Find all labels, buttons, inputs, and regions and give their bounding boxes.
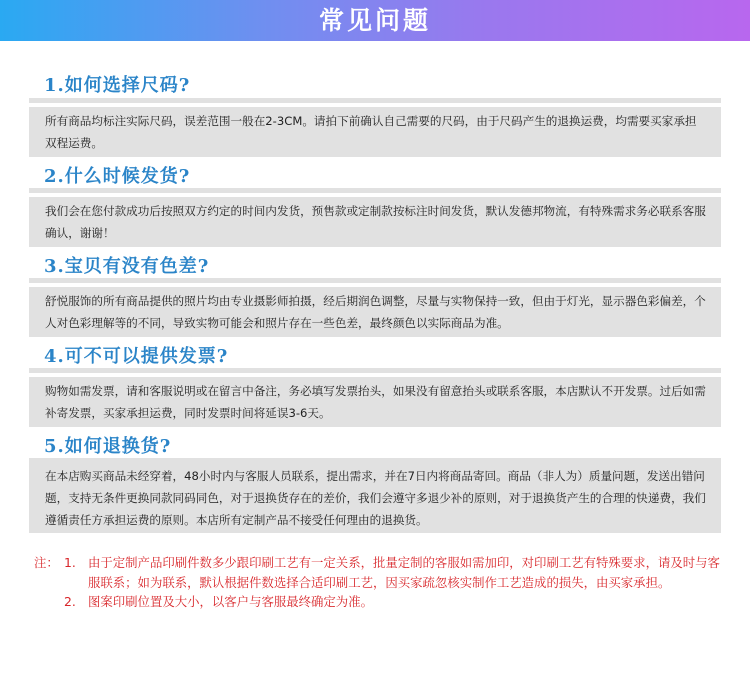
page-title: 常见问题	[318, 6, 431, 35]
faq-answer-box-2	[29, 197, 721, 247]
note-number-2: 2.	[64, 594, 76, 609]
faq-divider-2	[29, 188, 721, 193]
faq-answer-box-3	[29, 287, 721, 337]
faq-question-4: 4.可不可以提供发票?	[44, 346, 229, 367]
faq-answer-4: 购物如需发票，请和客服说明或在留言中备注，务必填写发票抬头，如果没有留意抬头或联系客服，本店默认不开发票。过后如需补寄发票，买家承担运费，同时发票时间将延误3-6天。	[45, 384, 706, 420]
faq-question-5: 5.如何退换货?	[44, 436, 172, 457]
faq-answer-5: 在本店购买商品未经穿着，48小时内与客服人员联系，提出需求，并在7日内将商品寄回。商品（非人为）质量问题，发送出错问题，支持无条件更换同款同码同色，对于退换货存在的差价，我们会遵守多退少补的原则，对于退换货产生的合理的快递费，我们遵循责任方承担运费的原则。本店所有定制产品不接受任何理由的退换货。	[45, 469, 706, 527]
faq-divider-1	[29, 98, 721, 103]
faq-answer-box-5	[29, 463, 721, 533]
faq-question-1: 1.如何选择尺码?	[44, 75, 191, 96]
faq-answer-2: 我们会在您付款成功后按照双方约定的时间内发货，预售款或定制款按标注时间发货，默认发德邦物流，有特殊需求务必联系客服确认，谢谢！	[45, 204, 706, 240]
faq-answer-box-4	[29, 377, 721, 427]
note-item-2	[34, 592, 724, 612]
faq-question-3: 3.宝贝有没有色差?	[44, 256, 210, 277]
faq-question-2: 2.什么时候发货?	[44, 166, 191, 187]
notes-section	[34, 553, 724, 612]
faq-divider-4	[29, 368, 721, 373]
note-text-1: 由于定制产品印刷件数多少跟印刷工艺有一定关系，批量定制的客服如需加印，对印刷工艺有特殊要求，请及时与客服联系；如为联系，默认根据件数选择合适印刷工艺，因买家疏忽核实制作工艺造成的损失，由买家承担。	[88, 555, 720, 590]
faq-answer-3: 舒悦服饰的所有商品提供的照片均由专业摄影师拍摄，经后期润色调整，尽量与实物保持一致，但由于灯光，显示器色彩偏差，个人对色彩理解等的不同，导致实物可能会和照片存在一些色差，最终颜色以实际商品为准。	[45, 294, 706, 330]
note-item-1	[34, 553, 724, 592]
note-number-1: 1.	[64, 555, 76, 570]
note-label: 注：	[34, 555, 59, 570]
faq-answer-box-1	[29, 107, 721, 157]
faq-divider-3	[29, 278, 721, 283]
faq-answer-1: 所有商品均标注实际尺码，误差范围一般在2-3CM。请拍下前确认自己需要的尺码，由于尺码产生的退换运费，均需要买家承担双程运费。	[45, 114, 697, 150]
note-text-2: 图案印刷位置及大小，以客户与客服最终确定为准。	[88, 594, 373, 609]
